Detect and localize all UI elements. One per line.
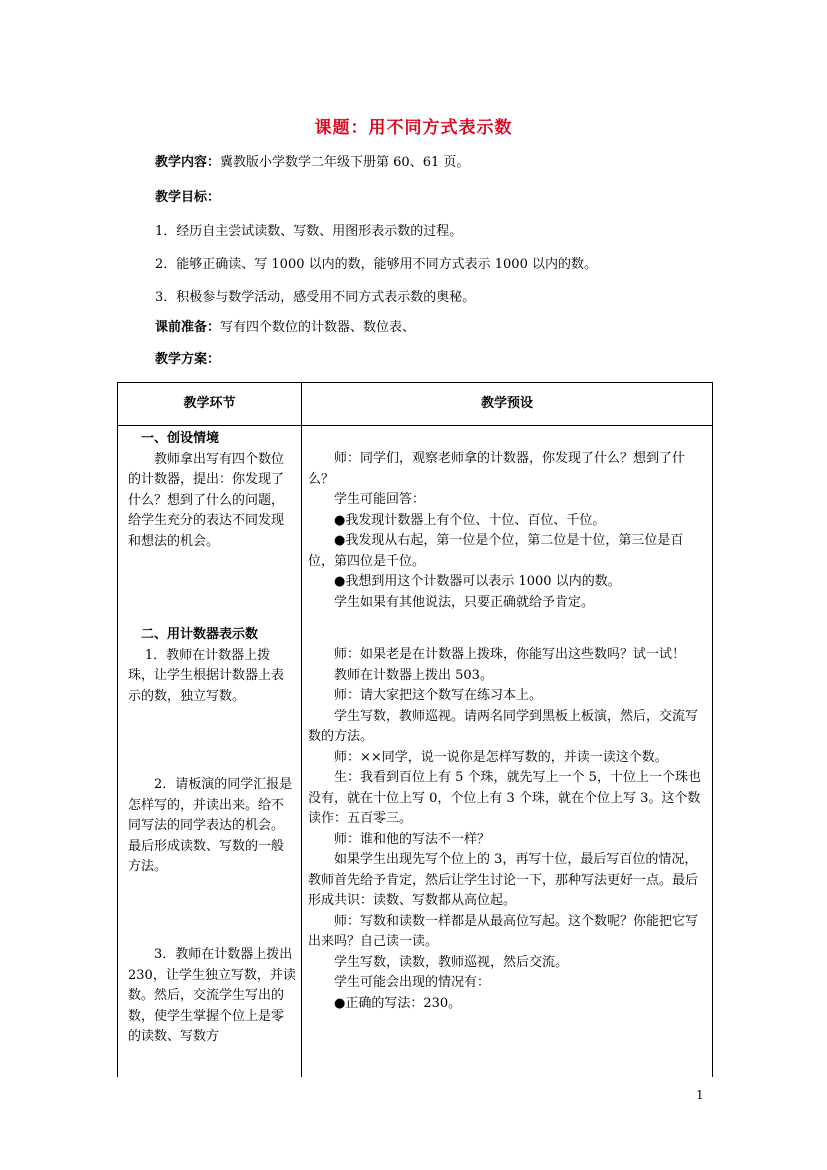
phase-column <box>128 775 296 878</box>
content-line <box>155 153 469 173</box>
goals-label: 教学目标： <box>155 190 221 205</box>
plan-table <box>117 382 713 1077</box>
preset-line: 生：我看到百位上有 5 个珠，就先写上一个 5，十位上一个珠也没有，就在十位上写 0，个位上有 3 个珠，就在个位上写 3。这个数读作：五百零三。 <box>308 770 701 826</box>
preset-line: 学生如果有其他说法，只要正确就给予肯定。 <box>334 594 595 610</box>
prep-text: 写有四个数位的计数器、数位表、 <box>220 320 416 335</box>
section-title: 二、用计数器表示数 <box>141 627 259 642</box>
preset-line: 学生可能会出现的情况有： <box>334 975 491 990</box>
section-title: 一、创设情境 <box>141 431 220 446</box>
preset-line: 师：如果老是在计数器上拨珠，你能写出这些数吗？试一试！ <box>334 647 686 662</box>
column-divider <box>301 383 302 1077</box>
phase-text: 教师拿出写有四个数位的计数器，提出：你发现了什么？想到了什么的问题，给学生充分的表达不同发现和想法的机会。 <box>128 451 285 549</box>
preset-line: 师：请大家把这个数写在练习本上。 <box>334 688 543 703</box>
preset-line: ●我发现计数器上有个位、十位、百位、千位。 <box>334 512 606 528</box>
header-preset: 教学预设 <box>480 396 533 411</box>
goal-item-1: 1．经历自主尝试读数、写数、用图形表示数的过程。 <box>155 224 463 239</box>
header-divider <box>118 425 712 426</box>
header-phase: 教学环节 <box>183 396 236 411</box>
content-text: 冀教版小学数学二年级下册第 60、61 页。 <box>220 155 470 170</box>
prep-line <box>155 318 415 338</box>
phase-text: 2．请板演的同学汇报是怎样写的，并读出来。给不同写法的同学表达的机会。最后形成读数、写数的一般方法。 <box>128 777 293 874</box>
phase-column <box>128 625 296 707</box>
preset-line: ●正确的写法：230。 <box>334 995 462 1011</box>
preset-line: 师：××同学，说一说你是怎样写数的，并读一读这个数。 <box>334 749 668 765</box>
plan-label: 教学方案： <box>155 352 221 367</box>
phase-text: 3．教师在计数器上拨出 230，让学生独立写数，并读数。然后，交流学生写出的数，使学生掌握个位上是零的读数、写数方 <box>128 947 296 1044</box>
page-title: 课题：用不同方式表示数 <box>314 118 513 138</box>
preset-line: 师：同学们，观察老师拿的计数器，你发现了什么？想到了什么？ <box>308 451 686 487</box>
preset-line: 学生写数，读数，教师巡视，然后交流。 <box>334 954 569 970</box>
preset-line: ●我发现从右起，第一位是个位，第二位是十位，第三位是百位，第四位是千位。 <box>308 533 684 569</box>
preset-line: 教师在计数器上拨出 503。 <box>334 667 493 683</box>
preset-line: 学生可能回答： <box>334 492 426 507</box>
phase-text: 1．教师在计数器上拨珠，让学生根据计数器上表示的数，独立写数。 <box>128 647 285 704</box>
preset-column <box>308 449 706 613</box>
preset-line: 师：谁和他的写法不一样？ <box>334 831 491 847</box>
goal-item-3: 3．积极参与数学活动，感受用不同方式表示数的奥秘。 <box>155 290 476 305</box>
page-number: 1 <box>696 1088 704 1102</box>
preset-line: 如果学生出现先写个位上的 3，再写十位，最后写百位的情况，教师首先给予肯定，然后让学生讨论一下，那种写法更好一点。最后形成共识：读数、写数都从高位起。 <box>308 852 699 908</box>
preset-line: 师：写数和读数一样都是从最高位写起。这个数呢？你能把它写出来吗？自己读一读。 <box>308 913 699 949</box>
prep-label: 课前准备： <box>155 320 221 335</box>
preset-line: ●我想到用这个计数器可以表示 1000 以内的数。 <box>334 574 621 589</box>
content-label: 教学内容： <box>155 155 221 170</box>
goal-item-2: 2．能够正确读、写 1000 以内的数，能够用不同方式表示 1000 以内的数。 <box>155 257 597 272</box>
preset-column <box>308 645 706 1014</box>
preset-line: 学生写数，教师巡视。请两名同学到黑板上板演，然后，交流写数的方法。 <box>308 708 699 744</box>
phase-column <box>128 945 296 1048</box>
phase-column <box>128 429 296 552</box>
